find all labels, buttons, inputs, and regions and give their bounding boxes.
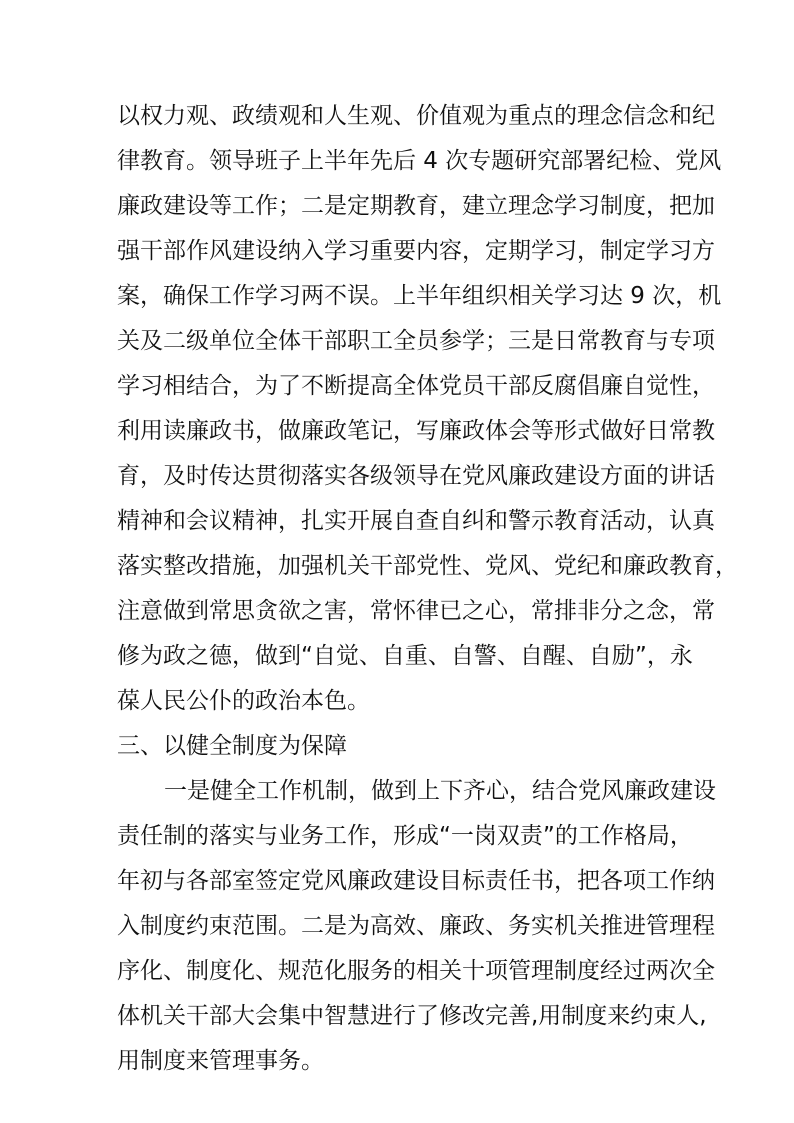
section-heading: 三、以健全制度为保障 bbox=[117, 733, 347, 759]
text-line: 修为政之德，做到“自觉、自重、自警、自醒、自励”，永 bbox=[117, 643, 693, 669]
text-line: 以权力观、政绩观和人生观、价值观为重点的理念信念和纪 bbox=[117, 103, 715, 129]
text-line: 学习相结合，为了不断提高全体党员干部反腐倡廉自觉性， bbox=[117, 373, 715, 399]
text-line: 精神和会议精神，扎实开展自查自纠和警示教育活动，认真 bbox=[117, 508, 715, 534]
text-line: 一是健全工作机制，做到上下齐心，结合党风廉政建设 bbox=[164, 778, 716, 804]
text-line: 葆人民公仆的政治本色。 bbox=[117, 688, 370, 714]
text-line: 入制度约束范围。二是为高效、廉政、务实机关推进管理程 bbox=[117, 913, 715, 939]
text-line: 落实整改措施，加强机关干部党性、党风、党纪和廉政教育， bbox=[117, 553, 738, 579]
text-line: 注意做到常思贪欲之害，常怀律已之心，常排非分之念，常 bbox=[117, 598, 715, 624]
text-line: 关及二级单位全体干部职工全员参学；三是日常教育与专项 bbox=[117, 328, 715, 354]
text-line: 体机关干部大会集中智慧进行了修改完善,用制度来约束人, bbox=[117, 1003, 707, 1029]
text-line: 律教育。领导班子上半年先后 4 次专题研究部署纪检、党风 bbox=[117, 148, 722, 174]
text-line: 强干部作风建设纳入学习重要内容，定期学习，制定学习方 bbox=[117, 238, 715, 264]
text-line: 育，及时传达贯彻落实各级领导在党风廉政建设方面的讲话 bbox=[117, 463, 715, 489]
text-line: 责任制的落实与业务工作，形成“一岗双责”的工作格局， bbox=[117, 823, 693, 849]
text-line: 用制度来管理事务。 bbox=[117, 1048, 324, 1074]
text-line: 年初与各部室签定党风廉政建设目标责任书，把各项工作纳 bbox=[117, 868, 715, 894]
text-line: 利用读廉政书，做廉政笔记，写廉政体会等形式做好日常教 bbox=[117, 418, 715, 444]
text-line: 序化、制度化、规范化服务的相关十项管理制度经过两次全 bbox=[117, 958, 715, 984]
text-line: 案，确保工作学习两不误。上半年组织相关学习达 9 次，机 bbox=[117, 283, 722, 309]
text-line: 廉政建设等工作；二是定期教育，建立理念学习制度，把加 bbox=[117, 193, 715, 219]
